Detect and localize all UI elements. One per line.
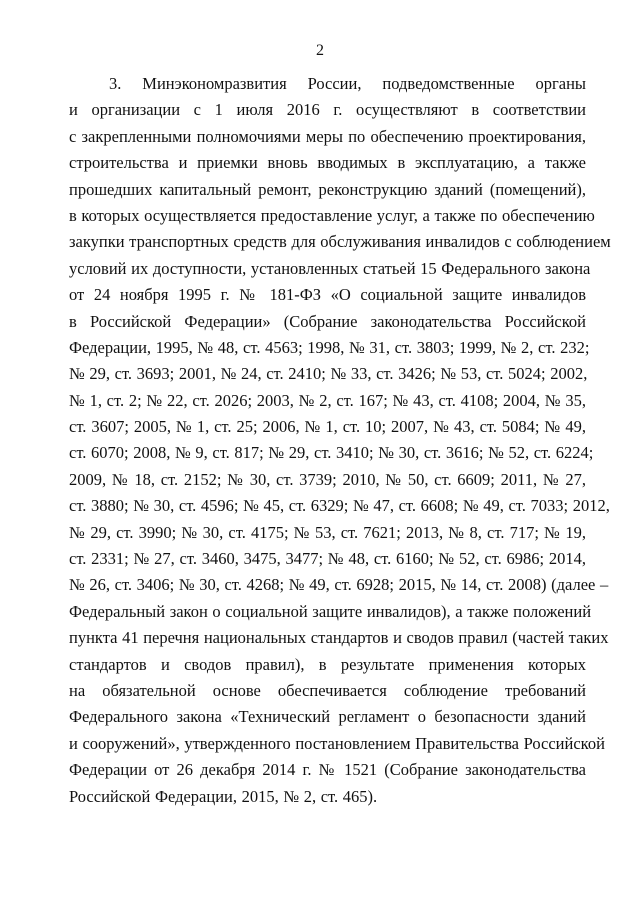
text-line: Федерации от 26 декабря 2014 г. № 1521 (Собрание законодательства bbox=[69, 760, 586, 780]
text-line: и организации с 1 июля 2016 г. осуществляют в соответствии bbox=[69, 100, 586, 120]
text-line: строительства и приемки вновь вводимых в эксплуатацию, а также bbox=[69, 153, 586, 173]
text-line: прошедших капитальный ремонт, реконструкцию зданий (помещений), bbox=[69, 179, 586, 199]
text-line: Федерального закона «Технический регламент о безопасности зданий bbox=[69, 707, 586, 727]
text-line: Федерации, 1995, № 48, ст. 4563; 1998, № 31, ст. 3803; 1999, № 2, ст. 232; bbox=[69, 337, 590, 357]
text-line: 3. Минэкономразвития России, подведомственные органы bbox=[109, 74, 586, 93]
text-line: № 1, ст. 2; № 22, ст. 2026; 2003, № 2, ст. 167; № 43, ст. 4108; 2004, № 35, bbox=[69, 390, 586, 410]
text-line: ст. 3880; № 30, ст. 4596; № 45, ст. 6329; № 47, ст. 6608; № 49, ст. 7033; 2012, bbox=[69, 496, 610, 516]
text-line: от 24 ноября 1995 г. № 181-ФЗ «О социальной защите инвалидов bbox=[69, 285, 586, 305]
text-line: ст. 3607; 2005, № 1, ст. 25; 2006, № 1, ст. 10; 2007, № 43, ст. 5084; № 49, bbox=[69, 417, 586, 437]
text-line: 2009, № 18, ст. 2152; № 30, ст. 3739; 2010, № 50, ст. 6609; 2011, № 27, bbox=[69, 469, 586, 489]
text-line: стандартов и сводов правил), в результате применения которых bbox=[69, 654, 586, 674]
text-line: в Российской Федерации» (Собрание законодательства Российской bbox=[69, 311, 586, 331]
text-line: № 26, ст. 3406; № 30, ст. 4268; № 49, ст. 6928; 2015, № 14, ст. 2008) (далее – bbox=[69, 575, 609, 595]
text-line: № 29, ст. 3693; 2001, № 24, ст. 2410; № 33, ст. 3426; № 53, ст. 5024; 2002, bbox=[69, 364, 588, 384]
text-line: и сооружений», утвержденного постановлением Правительства Российской bbox=[69, 733, 605, 753]
text-line: с закрепленными полномочиями меры по обеспечению проектирования, bbox=[69, 126, 586, 146]
text-line: пункта 41 перечня национальных стандартов и сводов правил (частей таких bbox=[69, 628, 609, 648]
paragraph-3 bbox=[69, 71, 611, 810]
text-line: Федеральный закон о социальной защите инвалидов), а также положений bbox=[69, 601, 592, 621]
text-line: условий их доступности, установленных статьей 15 Федерального закона bbox=[69, 258, 591, 278]
text-line: ст. 2331; № 27, ст. 3460, 3475, 3477; № 48, ст. 6160; № 52, ст. 6986; 2014, bbox=[69, 549, 586, 569]
text-line: на обязательной основе обеспечивается соблюдение требований bbox=[69, 680, 586, 700]
text-line: в которых осуществляется предоставление услуг, а также по обеспечению bbox=[69, 205, 595, 225]
text-line: ст. 6070; 2008, № 9, ст. 817; № 29, ст. 3410; № 30, ст. 3616; № 52, ст. 6224; bbox=[69, 443, 594, 463]
text-line: № 29, ст. 3990; № 30, ст. 4175; № 53, ст. 7621; 2013, № 8, ст. 717; № 19, bbox=[69, 522, 586, 542]
page-number: 2 bbox=[316, 42, 324, 59]
text-line: закупки транспортных средств для обслуживания инвалидов с соблюдением bbox=[69, 232, 611, 252]
text-line: Российской Федерации, 2015, № 2, ст. 465). bbox=[69, 786, 378, 806]
